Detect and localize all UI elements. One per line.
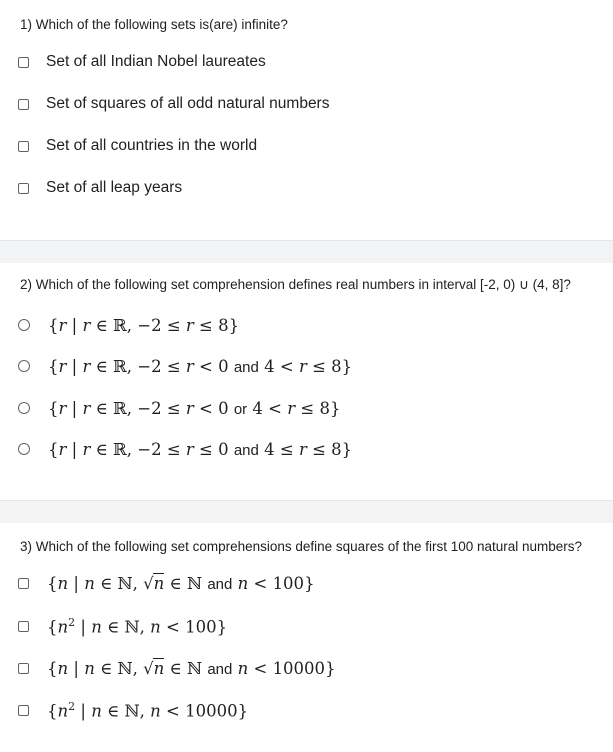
radio-icon[interactable] bbox=[18, 360, 30, 372]
q1-option-4[interactable] bbox=[18, 176, 182, 200]
section-divider bbox=[0, 500, 613, 524]
checkbox-icon[interactable] bbox=[18, 99, 29, 110]
q2-option-4[interactable] bbox=[18, 437, 352, 461]
q2-option-3-math: {r | r ∈ ℝ, −2 ≤ r < 0 or 4 < r ≤ 8} bbox=[48, 398, 341, 418]
checkbox-icon[interactable] bbox=[18, 57, 29, 68]
checkbox-icon[interactable] bbox=[18, 141, 29, 152]
checkbox-icon[interactable] bbox=[18, 663, 29, 674]
q2-option-1[interactable] bbox=[18, 313, 239, 337]
checkbox-icon[interactable] bbox=[18, 183, 29, 194]
q1-option-1-label: Set of all Indian Nobel laureates bbox=[46, 53, 266, 70]
q3-option-4-math: {$n^2$ | n ∈ ℕ, n < 10000} bbox=[47, 699, 249, 721]
q1-option-3-label: Set of all countries in the world bbox=[46, 137, 258, 154]
radio-icon[interactable] bbox=[18, 443, 30, 455]
q3-option-1-math: {n | n ∈ ℕ, √n ∈ ℕ and n < 100} bbox=[47, 573, 315, 593]
question-2 bbox=[0, 263, 613, 500]
question-3 bbox=[0, 523, 613, 752]
q2-option-2-math: {r | r ∈ ℝ, −2 ≤ r < 0 and 4 < r ≤ 8} bbox=[48, 356, 353, 376]
q3-option-2[interactable] bbox=[18, 614, 227, 638]
q1-option-2-label: Set of squares of all odd natural numbers bbox=[46, 95, 330, 112]
question-1-title: 1) Which of the following sets is(are) infinite? bbox=[20, 17, 288, 32]
section-divider bbox=[0, 240, 613, 264]
checkbox-icon[interactable] bbox=[18, 621, 29, 632]
q2-option-2[interactable] bbox=[18, 354, 352, 378]
q3-option-4[interactable] bbox=[18, 698, 248, 722]
q3-option-3[interactable] bbox=[18, 656, 336, 680]
q3-option-2-math: {$n^2$ | n ∈ ℕ, n < 100} bbox=[47, 615, 228, 637]
q3-option-1[interactable] bbox=[18, 571, 315, 595]
radio-icon[interactable] bbox=[18, 319, 30, 331]
q2-option-1-math: {r | r ∈ ℝ, −2 ≤ r ≤ 8} bbox=[48, 315, 240, 335]
radio-icon[interactable] bbox=[18, 402, 30, 414]
checkbox-icon[interactable] bbox=[18, 578, 29, 589]
checkbox-icon[interactable] bbox=[18, 705, 29, 716]
q2-option-4-math: {r | r ∈ ℝ, −2 ≤ r ≤ 0 and 4 ≤ r ≤ 8} bbox=[48, 439, 353, 459]
question-3-title: 3) Which of the following set comprehensions define squares of the first 100 natural numbers? bbox=[20, 539, 583, 554]
q1-option-1[interactable] bbox=[18, 50, 266, 74]
question-1 bbox=[0, 0, 613, 240]
q1-option-3[interactable] bbox=[18, 134, 257, 158]
q1-option-2[interactable] bbox=[18, 92, 329, 116]
question-2-title: 2) Which of the following set comprehension defines real numbers in interval [-2, 0) ∪ (4, 8]? bbox=[20, 277, 571, 292]
q2-option-3[interactable] bbox=[18, 396, 340, 420]
q3-option-3-math: {n | n ∈ ℕ, √n ∈ ℕ and n < 10000} bbox=[47, 658, 336, 678]
q1-option-4-label: Set of all leap years bbox=[46, 179, 183, 196]
